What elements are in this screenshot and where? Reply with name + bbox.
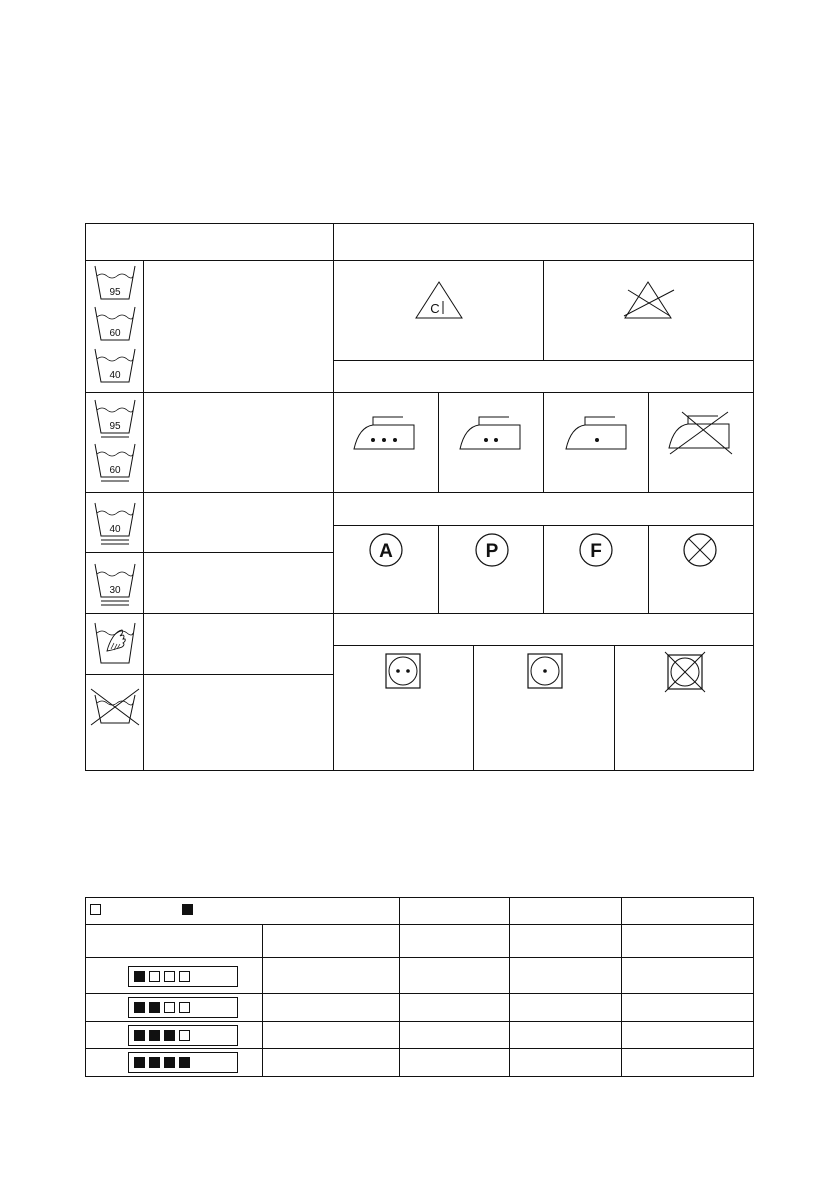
column-divider-wash <box>143 260 144 770</box>
tumble-dry-low-icon <box>527 653 563 691</box>
legend-empty-square-icon <box>90 904 105 922</box>
column-divider-main <box>333 223 334 771</box>
row-divider <box>85 674 333 675</box>
wash-temp-label: 95 <box>109 287 121 298</box>
row-divider <box>85 392 333 393</box>
tumble-divider <box>473 645 474 771</box>
iron-low-icon <box>563 413 629 453</box>
full-square-icon <box>164 1057 175 1068</box>
hand-wash-icon <box>90 620 140 670</box>
no-bleach-icon <box>622 280 674 322</box>
chlorine-letter: C <box>430 301 440 316</box>
wash-tub-gentle-icon <box>95 400 135 437</box>
wash-symbols-group-1 <box>90 262 140 392</box>
table-border-left <box>85 223 86 771</box>
row-divider <box>85 924 754 925</box>
row-divider <box>85 1021 754 1022</box>
row-divider <box>85 492 754 493</box>
column-divider <box>262 924 263 1077</box>
empty-square-icon <box>179 1030 190 1041</box>
do-not-tumble-dry-icon <box>665 652 705 692</box>
full-square-icon <box>134 1057 145 1068</box>
dry-clean-letter-a: A <box>379 541 393 562</box>
wash-symbols-group-3 <box>90 500 140 550</box>
dry-clean-p-icon <box>474 532 510 568</box>
dryclean-divider <box>543 525 544 613</box>
header-divider <box>85 260 754 261</box>
wash-tub-very-gentle-icon <box>95 564 135 605</box>
empty-square-icon <box>164 1002 175 1013</box>
wash-symbols-group-4 <box>90 561 140 611</box>
column-divider <box>399 897 400 1077</box>
do-not-iron-icon <box>666 408 736 458</box>
row-divider <box>85 993 754 994</box>
empty-square-icon <box>164 971 175 982</box>
row-divider <box>333 360 754 361</box>
wash-symbols-group-2 <box>90 395 140 490</box>
dryclean-divider <box>438 525 439 613</box>
empty-square-icon <box>179 971 190 982</box>
table-border-bottom <box>85 770 754 771</box>
wash-tub-icon <box>95 349 135 382</box>
do-not-dry-clean-icon <box>682 532 718 568</box>
iron-divider <box>438 392 439 492</box>
wash-tub-icon <box>95 266 135 299</box>
row-divider <box>85 957 754 958</box>
wash-temp-label: 40 <box>109 370 121 381</box>
wash-temp-label: 40 <box>109 524 121 535</box>
level-indicator <box>128 1025 238 1046</box>
dry-clean-letter-p: P <box>485 541 499 562</box>
row-divider <box>85 613 754 614</box>
full-square-icon <box>164 1030 175 1041</box>
full-square-icon <box>149 1030 160 1041</box>
tumble-dry-high-icon <box>385 653 421 691</box>
full-square-icon <box>134 971 145 982</box>
row-divider <box>85 552 333 553</box>
full-square-icon <box>149 1057 160 1068</box>
bleach-divider <box>543 260 544 360</box>
table-border-bottom <box>85 1076 754 1077</box>
wash-tub-icon <box>95 307 135 340</box>
empty-square-icon <box>179 1002 190 1013</box>
dry-clean-f-icon <box>578 532 614 568</box>
wash-temp-label: 30 <box>109 585 121 596</box>
column-divider <box>621 897 622 1077</box>
iron-divider <box>648 392 649 492</box>
wash-temp-label: 95 <box>109 421 121 432</box>
legend-full-square-icon <box>182 904 197 922</box>
table-border-top <box>85 223 754 224</box>
iron-medium-icon <box>457 413 523 453</box>
tumble-divider <box>614 645 615 771</box>
empty-square-icon <box>149 971 160 982</box>
wash-temp-label: 60 <box>109 465 121 476</box>
full-square-icon <box>134 1002 145 1013</box>
table-border-right <box>753 223 754 771</box>
level-indicator <box>128 997 238 1018</box>
wash-temp-label: 60 <box>109 328 121 339</box>
full-square-icon <box>179 1057 190 1068</box>
dry-clean-a-icon <box>368 532 404 568</box>
wash-tub-gentle-icon <box>95 444 135 481</box>
column-divider <box>509 897 510 1077</box>
full-square-icon <box>134 1030 145 1041</box>
dry-clean-letter-f: F <box>590 541 602 562</box>
row-divider <box>333 645 754 646</box>
level-indicator <box>128 966 238 987</box>
dryclean-divider <box>648 525 649 613</box>
table-border-top <box>85 897 754 898</box>
wash-tub-very-gentle-icon <box>95 503 135 544</box>
do-not-wash-icon <box>90 684 140 734</box>
chlorine-bleach-icon <box>415 280 465 322</box>
iron-divider <box>543 392 544 492</box>
full-square-icon <box>149 1002 160 1013</box>
row-divider <box>85 1048 754 1049</box>
level-indicator <box>128 1052 238 1073</box>
iron-high-icon <box>351 413 417 453</box>
